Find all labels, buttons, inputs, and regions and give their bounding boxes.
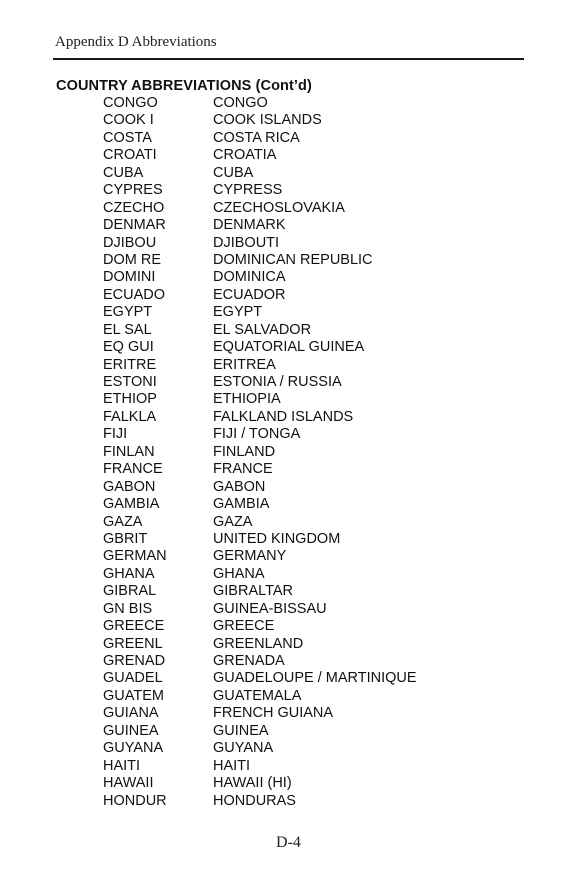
table-row	[103, 287, 417, 304]
table-row	[103, 514, 417, 531]
abbreviation-cell: GUYANA	[103, 740, 164, 757]
abbreviation-cell: FIJI	[103, 426, 128, 443]
abbreviation-cell: GUADEL	[103, 670, 163, 687]
table-row	[103, 391, 417, 408]
country-name-cell: EQUATORIAL GUINEA	[213, 339, 365, 356]
table-row	[103, 409, 417, 426]
table-row	[103, 374, 417, 391]
country-name-cell: EGYPT	[213, 304, 263, 321]
country-name-cell: FIJI / TONGA	[213, 426, 301, 443]
section-title: COUNTRY ABBREVIATIONS (Cont’d)	[56, 78, 312, 94]
country-name-cell: DJIBOUTI	[213, 234, 280, 251]
table-row	[103, 235, 417, 252]
abbreviation-cell: COSTA	[103, 129, 152, 146]
table-row	[103, 548, 417, 565]
table-row	[103, 357, 417, 374]
abbreviation-cell: DENMAR	[103, 217, 166, 234]
country-name-cell: HAITI	[213, 757, 251, 774]
table-row	[103, 583, 417, 600]
country-name-cell: COSTA RICA	[213, 129, 300, 146]
country-name-cell: GRENADA	[213, 653, 285, 669]
abbreviation-cell: GREENL	[103, 635, 163, 652]
table-row	[103, 775, 417, 792]
abbreviation-cell: GAMBIA	[103, 496, 160, 513]
table-row	[103, 461, 417, 478]
abbreviation-cell: GUIANA	[103, 705, 159, 722]
abbreviation-cell: EQ GUI	[103, 339, 154, 356]
page-number: D-4	[276, 834, 301, 851]
table-row	[103, 618, 417, 635]
table-row	[103, 601, 417, 618]
table-row	[103, 740, 417, 757]
abbreviation-cell: GIBRAL	[103, 583, 157, 600]
country-name-cell: CZECHOSLOVAKIA	[213, 199, 345, 216]
table-row	[103, 322, 417, 339]
country-name-cell: ERITREA	[213, 356, 276, 373]
abbreviation-cell: HAITI	[103, 757, 141, 774]
country-name-cell: GUADELOUPE / MARTINIQUE	[213, 670, 417, 687]
table-row	[103, 200, 417, 217]
abbreviation-cell: GN BIS	[103, 600, 153, 617]
abbreviation-cell: ETHIOP	[103, 391, 157, 408]
country-name-cell: GREECE	[213, 618, 275, 635]
abbreviation-cell: CUBA	[103, 164, 144, 181]
table-row	[103, 496, 417, 513]
abbreviation-cell: FINLAN	[103, 443, 155, 460]
table-row	[103, 182, 417, 199]
table-row	[103, 653, 417, 670]
country-name-cell: HAWAII (HI)	[213, 775, 292, 792]
country-name-cell: GERMANY	[213, 548, 287, 565]
table-row	[103, 252, 417, 269]
abbreviation-table	[103, 95, 417, 810]
table-row	[103, 426, 417, 443]
table-row	[103, 531, 417, 548]
country-name-cell: CONGO	[213, 95, 268, 111]
abbreviation-cell: CROATI	[103, 147, 157, 164]
country-name-cell: FINLAND	[213, 443, 276, 460]
country-name-cell: GUINEA	[213, 722, 269, 739]
abbreviation-cell: CZECHO	[103, 199, 165, 216]
country-name-cell: GHANA	[213, 565, 265, 582]
abbreviation-cell: EL SAL	[103, 321, 152, 338]
country-name-cell: GIBRALTAR	[213, 583, 294, 600]
country-name-cell: GAZA	[213, 513, 253, 530]
abbreviation-cell: FALKLA	[103, 408, 157, 425]
table-row	[103, 566, 417, 583]
abbreviation-cell: GUATEM	[103, 687, 164, 704]
table-row	[103, 112, 417, 129]
country-name-cell: FALKLAND ISLANDS	[213, 408, 354, 425]
country-name-cell: FRANCE	[213, 461, 273, 478]
country-name-cell: EL SALVADOR	[213, 321, 312, 338]
abbreviation-cell: GBRIT	[103, 530, 148, 547]
header-rule	[53, 58, 524, 60]
table-row	[103, 165, 417, 182]
table-row	[103, 95, 417, 112]
abbreviation-cell: GERMAN	[103, 548, 167, 565]
country-name-cell: DOMINICA	[213, 269, 286, 286]
country-name-cell: GUINEA-BISSAU	[213, 600, 327, 617]
abbreviation-cell: ERITRE	[103, 356, 157, 373]
abbreviation-cell: DOM RE	[103, 251, 161, 268]
country-name-cell: DOMINICAN REPUBLIC	[213, 251, 373, 268]
table-row	[103, 304, 417, 321]
abbreviation-cell: GHANA	[103, 565, 155, 582]
country-name-cell: ETHIOPIA	[213, 391, 281, 408]
country-name-cell: GUYANA	[213, 740, 274, 757]
abbreviation-cell: FRANCE	[103, 461, 163, 478]
country-name-cell: COOK ISLANDS	[213, 112, 322, 129]
table-row	[103, 670, 417, 687]
abbreviation-cell: CONGO	[103, 95, 158, 111]
abbreviation-cell: GRENAD	[103, 653, 166, 669]
abbreviation-cell: CYPRES	[103, 182, 163, 199]
table-row	[103, 147, 417, 164]
table-row	[103, 479, 417, 496]
table-row	[103, 444, 417, 461]
country-name-cell: ESTONIA / RUSSIA	[213, 374, 342, 390]
table-row	[103, 130, 417, 147]
country-name-cell: CROATIA	[213, 147, 277, 164]
table-row	[103, 269, 417, 286]
table-row	[103, 793, 417, 810]
running-header: Appendix D Abbreviations	[55, 34, 217, 50]
country-name-cell: GABON	[213, 478, 266, 495]
table-row	[103, 636, 417, 653]
abbreviation-cell: DJIBOU	[103, 234, 157, 251]
country-name-cell: CUBA	[213, 164, 254, 181]
abbreviation-cell: GREECE	[103, 618, 165, 635]
abbreviation-cell: COOK I	[103, 112, 154, 129]
country-name-cell: ECUADOR	[213, 286, 286, 303]
abbreviation-cell: DOMINI	[103, 269, 156, 286]
abbreviation-cell: GUINEA	[103, 722, 159, 739]
country-name-cell: FRENCH GUIANA	[213, 705, 334, 722]
abbreviation-cell: ESTONI	[103, 374, 157, 390]
table-row	[103, 723, 417, 740]
country-name-cell: CYPRESS	[213, 182, 283, 199]
abbreviation-cell: GABON	[103, 478, 156, 495]
abbreviation-cell: HONDUR	[103, 792, 167, 809]
abbreviation-cell: HAWAII	[103, 775, 154, 792]
table-row	[103, 688, 417, 705]
abbreviation-cell: EGYPT	[103, 304, 153, 321]
country-name-cell: GAMBIA	[213, 496, 270, 513]
table-row	[103, 217, 417, 234]
table-row	[103, 705, 417, 722]
table-row	[103, 758, 417, 775]
country-name-cell: HONDURAS	[213, 792, 296, 809]
abbreviation-cell: ECUADO	[103, 286, 166, 303]
country-name-cell: UNITED KINGDOM	[213, 530, 341, 547]
abbreviation-cell: GAZA	[103, 513, 143, 530]
table-row	[103, 339, 417, 356]
country-name-cell: GREENLAND	[213, 635, 304, 652]
country-name-cell: DENMARK	[213, 217, 286, 234]
country-name-cell: GUATEMALA	[213, 687, 302, 704]
